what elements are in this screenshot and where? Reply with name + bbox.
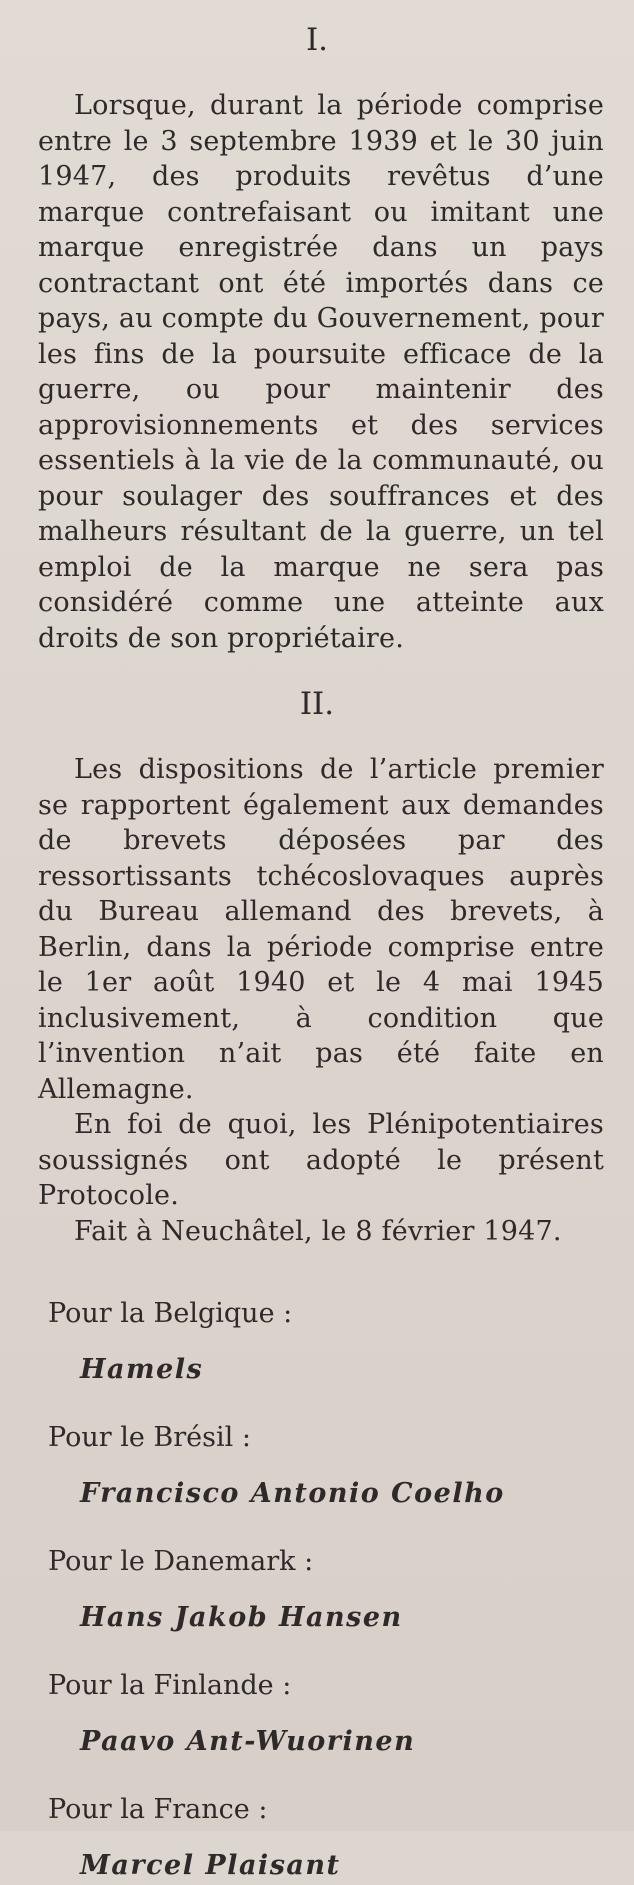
signatory-name: Francisco Antonio Coelho [80,1478,505,1509]
signature-country: Pour la Belgique : [48,1298,293,1329]
signature-country: Pour le Brésil : [48,1422,251,1453]
section-2-paragraph-1: Les dispositions de l’article premier se rapportent également aux demandes de brevets déposées par des ressortissants tchécoslovaques auprès du Bureau allemand des brevets, à Berlin, dans la période comprise entre le 1er août 1940 et le 4 mai 1945 inclusivement, à condition que l’invention n’ait pas été faite en Allemagne. [38,754,604,1105]
signatory-name: Marcel Plaisant [80,1850,341,1881]
signatory-name: Hans Jakob Hansen [80,1602,403,1633]
section-2-paragraph-3: Fait à Neuchâtel, le 8 février 1947. [74,1215,562,1247]
section-1-paragraph-1: Lorsque, durant la période comprise entre le 3 septembre 1939 et le 30 juin 1947, des produits revêtus d’une marque contrefaisant ou imitant une marque enregistrée dans un pays contractant ont été importés dans ce pays, au compte du Gouvernement, pour les fins de la poursuite efficace de la guerre, ou pour maintenir des approvisionnements et des services essentiels à la vie de la communauté, ou pour soulager des souffrances et des malheurs résultant de la guerre, un tel emploi de la marque ne sera pas considéré comme une atteinte aux droits de son propriétaire. [38,90,604,654]
section-2-paragraph-2: En foi de quoi, les Plénipotentiaires soussignés ont adopté le présent Protocole. [38,1109,604,1211]
signature-country: Pour le Danemark : [48,1546,314,1577]
signature-block-danemark [48,1543,588,1637]
signature-block-bresil [48,1419,588,1513]
signature-block-finlande [48,1667,588,1761]
section-heading-2: II. [299,686,335,722]
signature-block-belgique [48,1295,588,1389]
signatory-name: Paavo Ant-Wuorinen [80,1726,416,1757]
signature-country: Pour la Finlande : [48,1670,292,1701]
signatory-name: Hamels [80,1354,204,1385]
section-heading-1: I. [305,22,329,58]
signature-country: Pour la France : [48,1794,268,1825]
signature-block-france [48,1791,588,1885]
signature-list [48,1295,588,1885]
